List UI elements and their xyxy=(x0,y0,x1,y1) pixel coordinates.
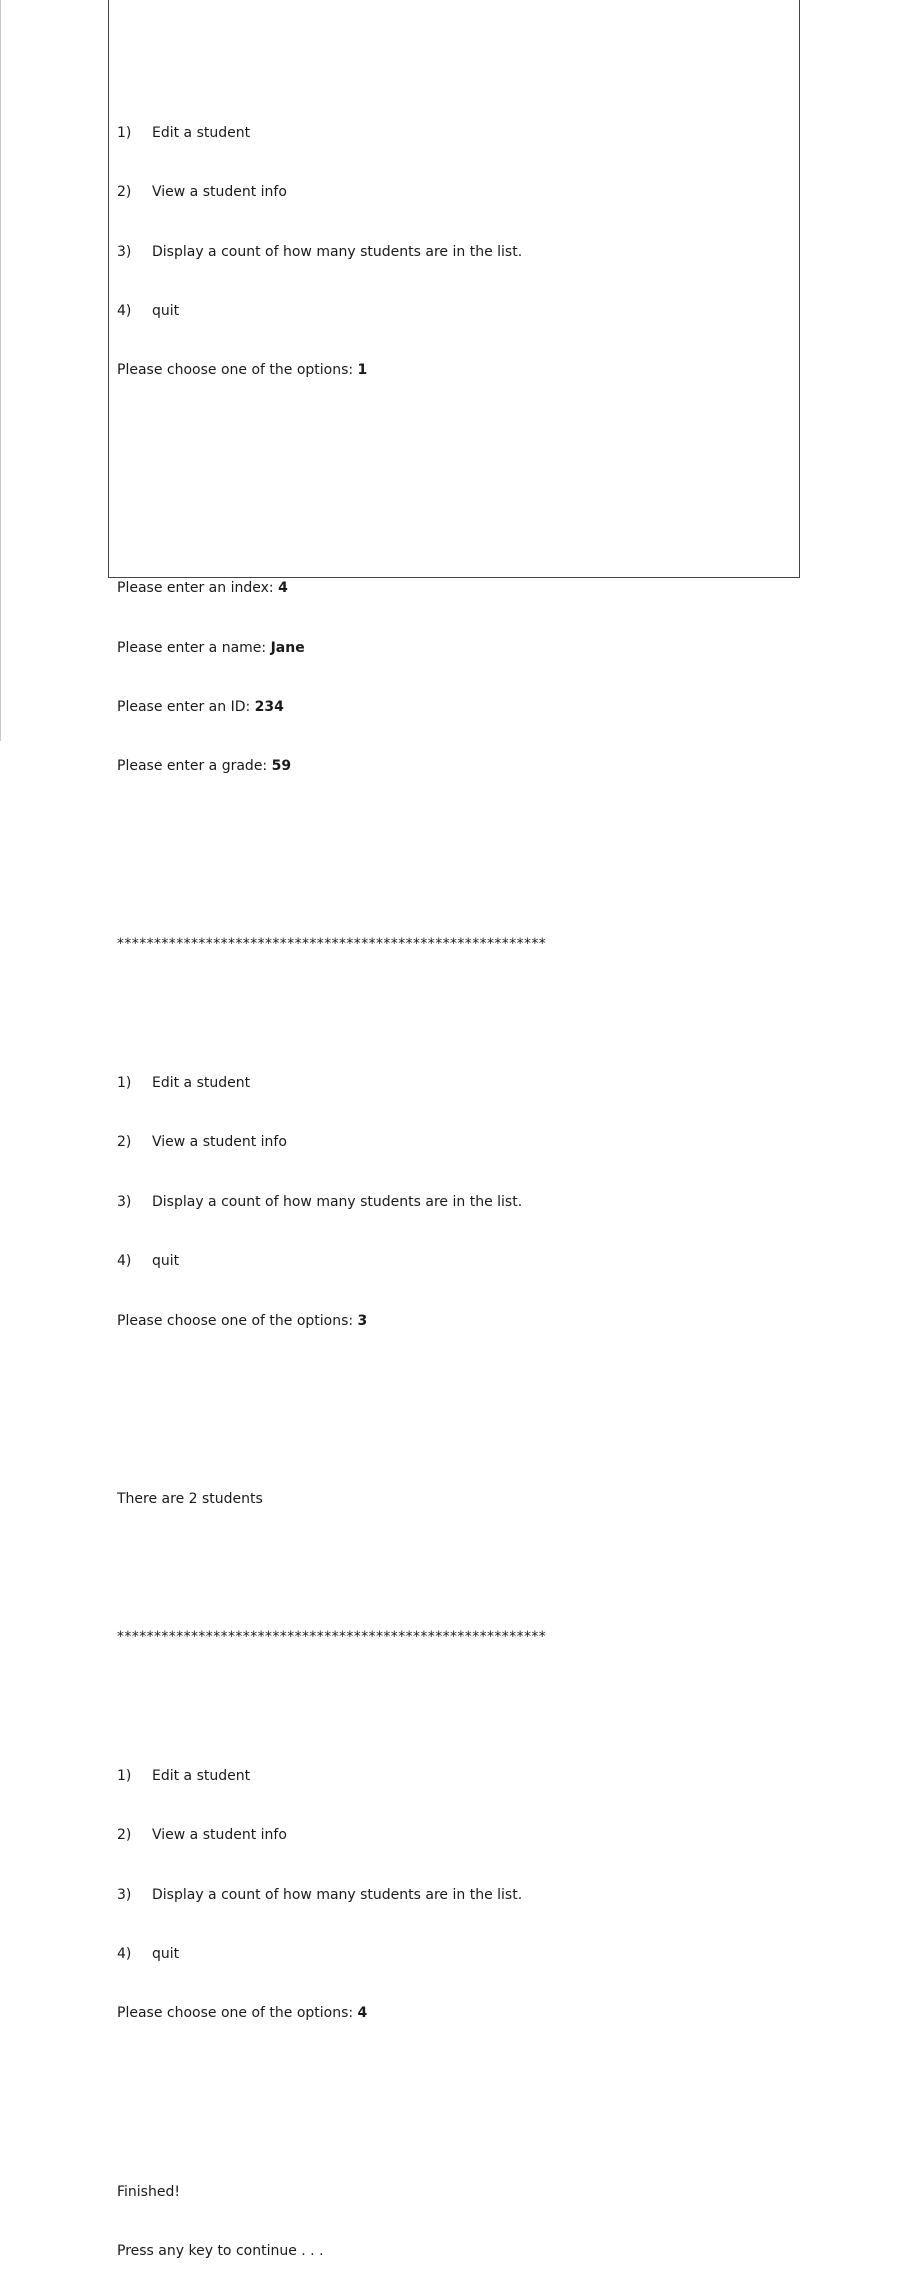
option-prompt: Please choose one of the options: 1 xyxy=(117,362,368,379)
page-left-edge xyxy=(0,0,1,741)
menu-item-edit: 1) Edit a student xyxy=(117,1767,251,1784)
id-prompt: Please enter an ID: 234 xyxy=(117,698,284,715)
menu-item-view: 2) View a student info xyxy=(117,1134,287,1151)
option-choice: 4 xyxy=(357,2005,368,2022)
name-value: Jane xyxy=(270,639,305,656)
menu-item-count: 3) Display a count of how many students are in the list. xyxy=(117,1193,523,1210)
name-prompt: Please enter a name: Jane xyxy=(117,639,305,656)
grade-prompt: Please enter a grade: 59 xyxy=(117,758,292,775)
id-value: 234 xyxy=(254,698,284,715)
separator: ********************************************************** xyxy=(117,936,547,953)
menu-item-view: 2) View a student info xyxy=(117,184,287,201)
menu-item-quit: 4) quit xyxy=(117,1253,180,1270)
menu xyxy=(117,84,603,421)
finished-message: Finished! xyxy=(117,2183,180,2200)
separator: ********************************************************** xyxy=(117,1629,547,1646)
menu-item-count: 3) Display a count of how many students are in the list. xyxy=(117,243,523,260)
option-prompt: Please choose one of the options: 4 xyxy=(117,2005,368,2022)
edit-inputs xyxy=(117,540,603,817)
console-output xyxy=(117,5,603,2282)
menu-item-view: 2) View a student info xyxy=(117,1827,287,1844)
count-output: There are 2 students xyxy=(117,1490,263,1507)
index-prompt: Please enter an index: 4 xyxy=(117,580,288,597)
menu-item-edit: 1) Edit a student xyxy=(117,124,251,141)
menu-item-edit: 1) Edit a student xyxy=(117,1075,251,1092)
menu xyxy=(117,1727,603,2064)
option-prompt: Please choose one of the options: 3 xyxy=(117,1312,368,1329)
option-choice: 1 xyxy=(357,362,368,379)
menu-item-quit: 4) quit xyxy=(117,1946,180,1963)
press-key-message: Press any key to continue . . . xyxy=(117,2243,324,2260)
menu-item-quit: 4) quit xyxy=(117,302,180,319)
option-choice: 3 xyxy=(357,1312,368,1329)
menu xyxy=(117,1034,603,1371)
menu-item-count: 3) Display a count of how many students are in the list. xyxy=(117,1886,523,1903)
index-value: 4 xyxy=(278,580,288,597)
grade-value: 59 xyxy=(271,758,292,775)
